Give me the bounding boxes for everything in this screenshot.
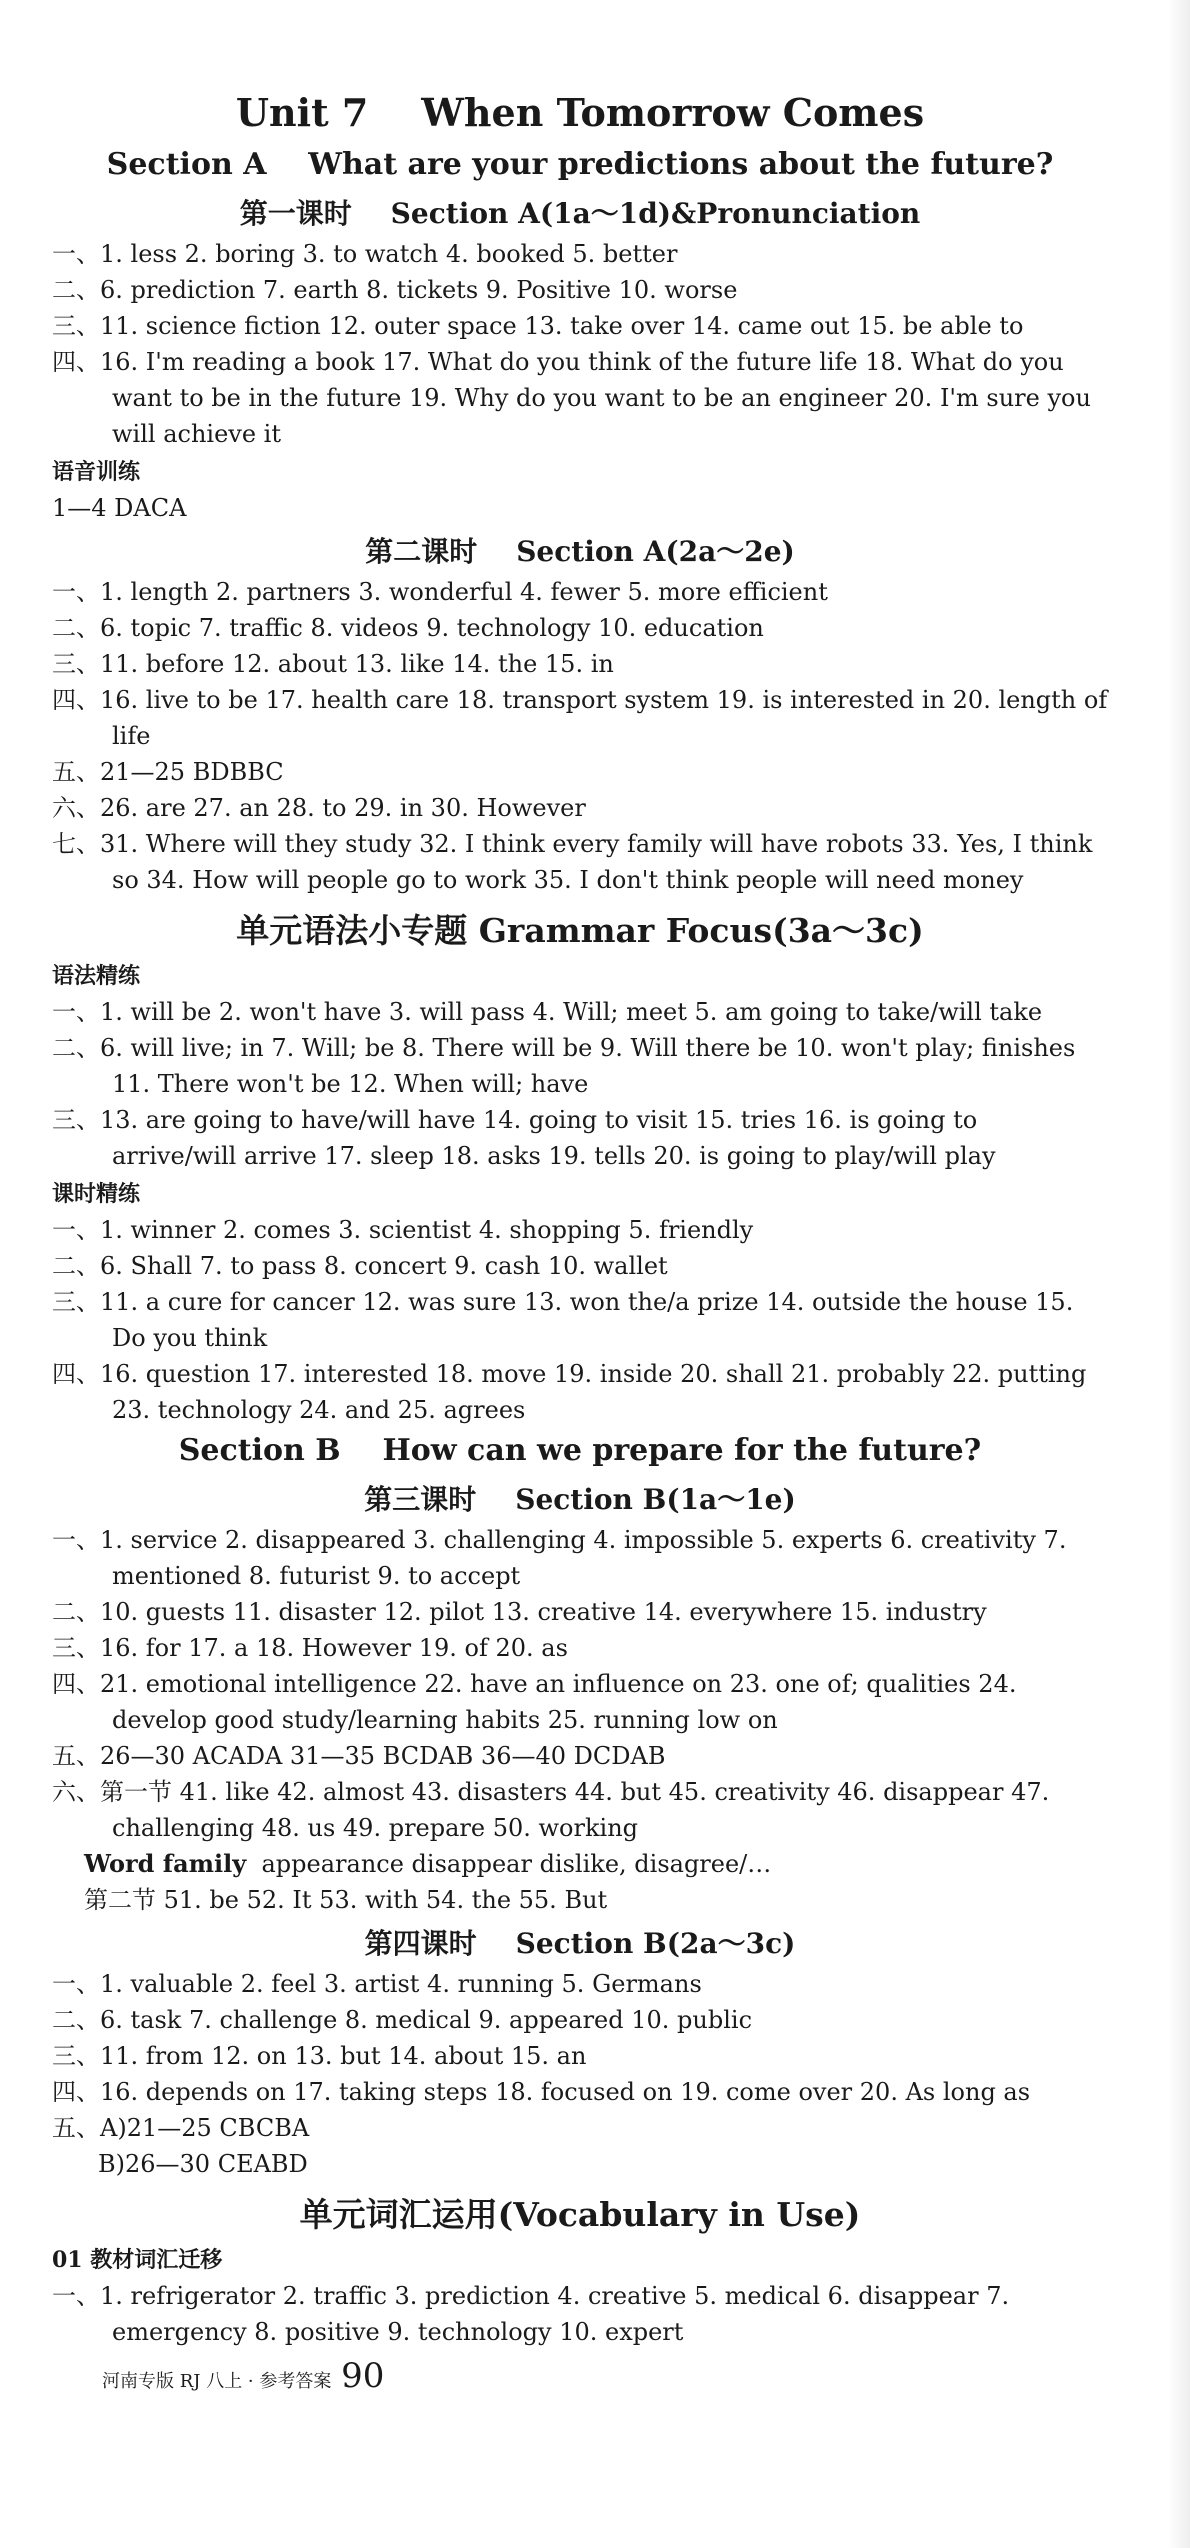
answer-line: 二、6. Shall 7. to pass 8. concert 9. cash 10. wallet xyxy=(52,1252,668,1280)
grammar-focus-title: 单元语法小专题 Grammar Focus(3a～3c) xyxy=(236,911,924,950)
word-family-label: Word family xyxy=(84,1849,247,1878)
vocabulary-title: 单元词汇运用(Vocabulary in Use) xyxy=(299,2195,861,2234)
answer-line: 四、16. live to be 17. health care 18. transport system 19. is interested in 20. length of life xyxy=(52,686,1108,750)
answer-line: 二、6. task 7. challenge 8. medical 9. appeared 10. public xyxy=(52,2006,753,2034)
footer-label: 河南专版 RJ 八上 · 参考答案 xyxy=(102,2371,332,2392)
section-b-title: Section B How can we prepare for the future? xyxy=(178,1433,982,1468)
lesson-1-title: 第一课时 Section A(1a～1d)&Pronunciation xyxy=(239,197,921,230)
lesson-4-title: 第四课时 Section B(2a～3c) xyxy=(364,1927,796,1960)
answer-line: 一、1. refrigerator 2. traffic 3. prediction 4. creative 5. medical 6. disappear 7. emergency 8. positive 9. technology 10. expert xyxy=(52,2282,1010,2346)
page-edge-shade xyxy=(1168,0,1190,2548)
answer-line: B)26—30 CEABD xyxy=(98,2150,308,2178)
lesson-2-title: 第二课时 Section A(2a～2e) xyxy=(365,535,795,568)
answer-line: 五、26—30 ACADA 31—35 BCDAB 36—40 DCDAB xyxy=(52,1742,666,1770)
lesson-practice-heading: 课时精练 xyxy=(52,1181,141,1207)
answer-line: 五、A)21—25 CBCBA xyxy=(52,2114,310,2142)
answer-line: 二、6. prediction 7. earth 8. tickets 9. Positive 10. worse xyxy=(52,276,738,304)
word-family-text: appearance disappear dislike, disagree/… xyxy=(261,1850,772,1878)
answer-line: 二、6. will live; in 7. Will; be 8. There will be 9. Will there be 10. won't play; finishes 11. There won't be 12. When will; have xyxy=(52,1034,1076,1098)
lesson-3-title: 第三课时 Section B(1a～1e) xyxy=(364,1483,796,1516)
answer-line: 一、1. will be 2. won't have 3. will pass 4. Will; meet 5. am going to take/will take xyxy=(52,998,1043,1026)
answer-line: 三、11. science fiction 12. outer space 13. take over 14. came out 15. be able to xyxy=(52,312,1024,340)
answer-line: 二、6. topic 7. traffic 8. videos 9. technology 10. education xyxy=(52,614,764,642)
answer-line: 二、10. guests 11. disaster 12. pilot 13. creative 14. everywhere 15. industry xyxy=(52,1598,987,1626)
pronunciation-heading: 语音训练 xyxy=(52,459,141,485)
answer-line: 1—4 DACA xyxy=(52,494,187,522)
page-number: 90 xyxy=(341,2356,385,2396)
answer-line: 一、1. length 2. partners 3. wonderful 4. fewer 5. more efficient xyxy=(52,578,828,606)
answer-line: 六、第一节 41. like 42. almost 43. disasters 44. but 45. creativity 46. disappear 47. challenging 48. us 49. prepare 50. working xyxy=(52,1778,1050,1842)
section-a-title: Section A What are your predictions about the future? xyxy=(106,147,1054,182)
answer-line: 一、1. winner 2. comes 3. scientist 4. shopping 5. friendly xyxy=(52,1216,754,1244)
answer-line: 一、1. valuable 2. feel 3. artist 4. running 5. Germans xyxy=(52,1970,702,1998)
answer-line: 四、16. question 17. interested 18. move 19. inside 20. shall 21. probably 22. putting 23. technology 24. and 25. agrees xyxy=(52,1360,1087,1424)
answer-line: 四、16. depends on 17. taking steps 18. focused on 19. come over 20. As long as xyxy=(52,2078,1031,2106)
content xyxy=(52,84,1108,2350)
unit-title: Unit 7 When Tomorrow Comes xyxy=(235,90,925,135)
vocabulary-sub-heading: 01 教材词汇迁移 xyxy=(52,2247,223,2273)
answer-line: 三、11. from 12. on 13. but 14. about 15. an xyxy=(52,2042,587,2070)
answer-line: 四、21. emotional intelligence 22. have an influence on 23. one of; qualities 24. develop good study/learning habits 25. running low on xyxy=(52,1670,1017,1734)
answer-line: 一、1. service 2. disappeared 3. challenging 4. impossible 5. experts 6. creativity 7. mentioned 8. futurist 9. to accept xyxy=(52,1526,1067,1590)
answer-line: 四、16. I'm reading a book 17. What do you think of the future life 18. What do you want to be in the future 19. Why do you want to be an engineer 20. I'm sure you will achieve it xyxy=(52,348,1091,448)
answer-line: 一、1. less 2. boring 3. to watch 4. booked 5. better xyxy=(52,240,678,268)
answer-line: 第二节 51. be 52. It 53. with 54. the 55. But xyxy=(84,1886,608,1914)
answer-line: 七、31. Where will they study 32. I think every family will have robots 33. Yes, I think so 34. How will people go to work 35. I don't think people will need money xyxy=(52,830,1093,894)
answer-line: 三、11. before 12. about 13. like 14. the 15. in xyxy=(52,650,614,678)
word-family-line xyxy=(52,1846,1108,1882)
answer-line: 六、26. are 27. an 28. to 29. in 30. However xyxy=(52,794,586,822)
grammar-practice-heading: 语法精练 xyxy=(52,963,141,989)
page-footer xyxy=(102,2356,384,2402)
answer-line: 五、21—25 BDBBC xyxy=(52,758,284,786)
answer-line: 三、16. for 17. a 18. However 19. of 20. as xyxy=(52,1634,568,1662)
answer-line: 三、11. a cure for cancer 12. was sure 13. won the/a prize 14. outside the house 15. Do you think xyxy=(52,1288,1074,1352)
answer-line: 三、13. are going to have/will have 14. going to visit 15. tries 16. is going to arrive/will arrive 17. sleep 18. asks 19. tells 20. is going to play/will play xyxy=(52,1106,996,1170)
